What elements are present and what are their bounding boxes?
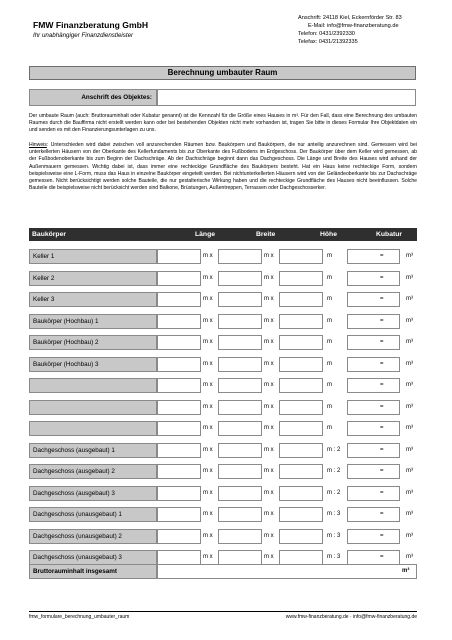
multiply-sign: m x: [264, 318, 274, 324]
equals-sign: =: [380, 275, 384, 281]
row-label: Keller 3: [29, 292, 157, 307]
col-header-height: Höhe: [320, 231, 337, 238]
equals-sign: =: [380, 253, 384, 259]
object-address-input[interactable]: [157, 89, 416, 106]
multiply-sign: m x: [203, 425, 213, 431]
length-input[interactable]: [157, 249, 201, 264]
length-input[interactable]: [157, 400, 201, 415]
contact-fax: Telefax: 0431/21392335: [298, 39, 358, 46]
height-input[interactable]: [279, 357, 323, 372]
col-header-volume: Kubatur: [376, 231, 403, 238]
multiply-sign: m x: [264, 468, 274, 474]
multiply-sign: m x: [203, 447, 213, 453]
width-input[interactable]: [218, 486, 262, 501]
length-input[interactable]: [157, 378, 201, 393]
total-unit: m³: [402, 568, 410, 574]
equals-sign: =: [380, 490, 384, 496]
col-header-body: Baukörper: [32, 231, 66, 238]
volume-input[interactable]: [347, 486, 400, 501]
row-label: [29, 378, 157, 393]
multiply-sign: m x: [203, 511, 213, 517]
row-label: Dachgeschoss (unausgebaut) 2: [29, 529, 157, 544]
volume-input[interactable]: [347, 400, 400, 415]
length-input[interactable]: [157, 529, 201, 544]
multiply-sign: m x: [203, 296, 213, 302]
height-unit: m: [327, 253, 332, 259]
length-input[interactable]: [157, 271, 201, 286]
page-title: Berechnung umbauter Raum: [29, 66, 416, 80]
multiply-sign: m x: [264, 275, 274, 281]
row-label: Dachgeschoss (ausgebaut) 1: [29, 443, 157, 458]
volume-unit: m³: [406, 490, 413, 496]
volume-input[interactable]: [347, 443, 400, 458]
volume-unit: m³: [406, 318, 413, 324]
contact-email: E-Mail: info@fmw-finanzberatung.de: [308, 23, 399, 30]
height-unit: m: [327, 296, 332, 302]
equals-sign: =: [380, 404, 384, 410]
table-row: [29, 486, 417, 501]
height-unit: m: [327, 275, 332, 281]
volume-unit: m³: [406, 382, 413, 388]
multiply-sign: m x: [203, 404, 213, 410]
width-input[interactable]: [218, 400, 262, 415]
height-unit: m : 2: [327, 447, 341, 453]
volume-input[interactable]: [347, 550, 400, 565]
multiply-sign: m x: [264, 339, 274, 345]
width-input[interactable]: [218, 249, 262, 264]
volume-unit: m³: [406, 361, 413, 367]
volume-input[interactable]: [347, 529, 400, 544]
volume-unit: m³: [406, 554, 413, 560]
row-label: Keller 1: [29, 249, 157, 264]
table-row: [29, 550, 417, 565]
height-input[interactable]: [279, 314, 323, 329]
volume-input[interactable]: [347, 464, 400, 479]
multiply-sign: m x: [203, 339, 213, 345]
volume-input[interactable]: [347, 292, 400, 307]
height-unit: m: [327, 404, 332, 410]
volume-unit: m³: [406, 253, 413, 259]
height-input[interactable]: [279, 464, 323, 479]
equals-sign: =: [380, 296, 384, 302]
width-input[interactable]: [218, 271, 262, 286]
length-input[interactable]: [157, 486, 201, 501]
width-input[interactable]: [218, 314, 262, 329]
height-input[interactable]: [279, 292, 323, 307]
table-row: [29, 249, 417, 264]
height-input[interactable]: [279, 378, 323, 393]
height-input[interactable]: [279, 400, 323, 415]
length-input[interactable]: [157, 357, 201, 372]
multiply-sign: m x: [264, 296, 274, 302]
company-name: FMW Finanzberatung GmbH: [33, 20, 149, 30]
height-input[interactable]: [279, 249, 323, 264]
multiply-sign: m x: [264, 533, 274, 539]
height-input[interactable]: [279, 335, 323, 350]
table-row: [29, 314, 417, 329]
height-unit: m : 3: [327, 533, 341, 539]
row-label: Dachgeschoss (ausgebaut) 2: [29, 464, 157, 479]
multiply-sign: m x: [264, 490, 274, 496]
equals-sign: =: [380, 554, 384, 560]
length-input[interactable]: [157, 421, 201, 436]
row-label: Baukörper (Hochbau) 2: [29, 335, 157, 350]
volume-unit: m³: [406, 468, 413, 474]
volume-input[interactable]: [347, 507, 400, 522]
hint-text: : Unterschieden wird dabei zwischen voll anzurechenden Räumen bzw. Baukörpern und Baukörpern, die nur anteilig anzurechnen sind. Gemessen wird bei unterkellerten Häusern von der Oberkante des Kellerfundaments bis zur Oberkante des Fußbodens im Erdgeschoss. Der Baukörper über dem Keller wird gemessen, ab der Fußbodenoberkante bis zum Beginn der Dachschräge. Ab der Dachschräge beginnt dann das Dachgeschoss. Die Länge und Breite des Hauses wird anhand der Außenmauern gemessen. Wichtig dabei ist, dass immer eine rechteckige Grundfläche des Baukörpers besteht. Hat ein Haus keine rechteckige Form, sondern beispielsweise eine L-Form, muss das Haus in einzelne Baukörper eingeteilt werden. Bei nichtunterkellerten Häusern wird von der Geländeoberkante bis zur Dachschräge gemessen. Nicht berücksichtigt werden solche Bauteile, die nur gestalterische Wirkung haben und die rechteckige Grundfläche des Hauses nicht beeinflussen. Solche Bauteile die beispielsweise nicht berücksicht werden sind Balkone, Brüstungen, Außentreppen, Terrassen oder Dachgeschosserker.: [29, 142, 417, 192]
width-input[interactable]: [218, 507, 262, 522]
col-header-length: Länge: [195, 231, 216, 238]
multiply-sign: m x: [203, 554, 213, 560]
volume-unit: m³: [406, 339, 413, 345]
equals-sign: =: [380, 447, 384, 453]
height-input[interactable]: [279, 529, 323, 544]
table-row: [29, 292, 417, 307]
multiply-sign: m x: [264, 382, 274, 388]
height-unit: m: [327, 318, 332, 324]
height-unit: m : 2: [327, 468, 341, 474]
row-label: Dachgeschoss (unausgebaut) 3: [29, 550, 157, 565]
contact-phone: Telefon: 0431/2392330: [298, 31, 355, 38]
width-input[interactable]: [218, 464, 262, 479]
row-label: [29, 400, 157, 415]
hint-label: Hinweis: [29, 142, 47, 148]
object-address-label: Anschrift des Objektes:: [29, 89, 157, 106]
row-label: [29, 421, 157, 436]
row-label: Dachgeschoss (ausgebaut) 3: [29, 486, 157, 501]
volume-input[interactable]: [347, 378, 400, 393]
length-input[interactable]: [157, 550, 201, 565]
multiply-sign: m x: [203, 382, 213, 388]
volume-input[interactable]: [347, 314, 400, 329]
col-header-width: Breite: [256, 231, 276, 238]
height-input[interactable]: [279, 550, 323, 565]
height-unit: m : 3: [327, 511, 341, 517]
length-input[interactable]: [157, 314, 201, 329]
volume-input[interactable]: [347, 249, 400, 264]
row-label: Dachgeschoss (unausgebaut) 1: [29, 507, 157, 522]
equals-sign: =: [380, 318, 384, 324]
footer-contact: www.fmw-finanzberatung.de · info@fmw-finanzberatung.de: [285, 614, 417, 620]
multiply-sign: m x: [264, 511, 274, 517]
volume-unit: m³: [406, 447, 413, 453]
length-input[interactable]: [157, 335, 201, 350]
table-row: [29, 529, 417, 544]
total-label: Bruttorauminhalt insgesamt: [29, 564, 157, 579]
width-input[interactable]: [218, 335, 262, 350]
width-input[interactable]: [218, 529, 262, 544]
length-input[interactable]: [157, 507, 201, 522]
volume-input[interactable]: [347, 335, 400, 350]
height-input[interactable]: [279, 443, 323, 458]
table-row: [29, 421, 417, 436]
multiply-sign: m x: [203, 275, 213, 281]
equals-sign: =: [380, 339, 384, 345]
length-input[interactable]: [157, 292, 201, 307]
volume-unit: m³: [406, 511, 413, 517]
volume-unit: m³: [406, 404, 413, 410]
table-row: [29, 378, 417, 393]
multiply-sign: m x: [203, 490, 213, 496]
height-input[interactable]: [279, 271, 323, 286]
multiply-sign: m x: [203, 253, 213, 259]
volume-input[interactable]: [347, 271, 400, 286]
equals-sign: =: [380, 425, 384, 431]
company-block: [33, 20, 148, 40]
table-row: [29, 271, 417, 286]
hint-paragraph: [29, 142, 417, 192]
intro-paragraph: Der umbaute Raum (auch: Bruttorauminhalt oder Kubatur genannt) ist die Kennzahl für die Größe eines Hauses in m³. Für den Fall, dass eine Berechnung des umbauten Raumes durch die Bauffirma nicht erstellt werden kann oder bei bestehenden Objekten nicht mehr vorhanden ist, tragen Sie bitte in dieses Formular Ihre Objektdaten ein und senden es mit den Finanzierungsunterlagen zu uns.: [29, 113, 417, 134]
contact-address: Anschrift: 24118 Kiel, Eckernförder Str. 83: [298, 15, 402, 21]
multiply-sign: m x: [264, 554, 274, 560]
table-row: [29, 443, 417, 458]
width-input[interactable]: [218, 550, 262, 565]
height-unit: m : 3: [327, 554, 341, 560]
height-input[interactable]: [279, 507, 323, 522]
table-row: [29, 464, 417, 479]
volume-unit: m³: [406, 533, 413, 539]
volume-input[interactable]: [347, 357, 400, 372]
multiply-sign: m x: [264, 425, 274, 431]
total-volume-field[interactable]: [157, 564, 417, 579]
width-input[interactable]: [218, 292, 262, 307]
volume-unit: m³: [406, 275, 413, 281]
multiply-sign: m x: [264, 361, 274, 367]
footer-divider: [29, 611, 417, 612]
footer-filename: fmw_formulare_berechnung_umbauter_raum: [29, 614, 130, 620]
width-input[interactable]: [218, 421, 262, 436]
height-input[interactable]: [279, 421, 323, 436]
multiply-sign: m x: [203, 533, 213, 539]
volume-unit: m³: [406, 296, 413, 302]
multiply-sign: m x: [264, 447, 274, 453]
row-label: Baukörper (Hochbau) 3: [29, 357, 157, 372]
width-input[interactable]: [218, 443, 262, 458]
table-row: [29, 400, 417, 415]
height-unit: m: [327, 339, 332, 345]
multiply-sign: m x: [203, 361, 213, 367]
row-label: Keller 2: [29, 271, 157, 286]
equals-sign: =: [380, 382, 384, 388]
height-unit: m: [327, 425, 332, 431]
table-row: [29, 507, 417, 522]
length-input[interactable]: [157, 464, 201, 479]
company-tagline: Ihr unabhängiger Finanzdienstleister: [33, 32, 134, 39]
multiply-sign: m x: [264, 404, 274, 410]
width-input[interactable]: [218, 357, 262, 372]
multiply-sign: m x: [203, 318, 213, 324]
table-row: [29, 335, 417, 350]
length-input[interactable]: [157, 443, 201, 458]
table-header: [29, 228, 417, 241]
contact-block: [298, 14, 402, 46]
row-label: Baukörper (Hochbau) 1: [29, 314, 157, 329]
height-unit: m : 2: [327, 490, 341, 496]
table-row: [29, 357, 417, 372]
volume-input[interactable]: [347, 421, 400, 436]
equals-sign: =: [380, 511, 384, 517]
equals-sign: =: [380, 361, 384, 367]
multiply-sign: m x: [203, 468, 213, 474]
width-input[interactable]: [218, 378, 262, 393]
multiply-sign: m x: [264, 253, 274, 259]
volume-unit: m³: [406, 425, 413, 431]
height-unit: m: [327, 361, 332, 367]
height-input[interactable]: [279, 486, 323, 501]
equals-sign: =: [380, 468, 384, 474]
height-unit: m: [327, 382, 332, 388]
equals-sign: =: [380, 533, 384, 539]
